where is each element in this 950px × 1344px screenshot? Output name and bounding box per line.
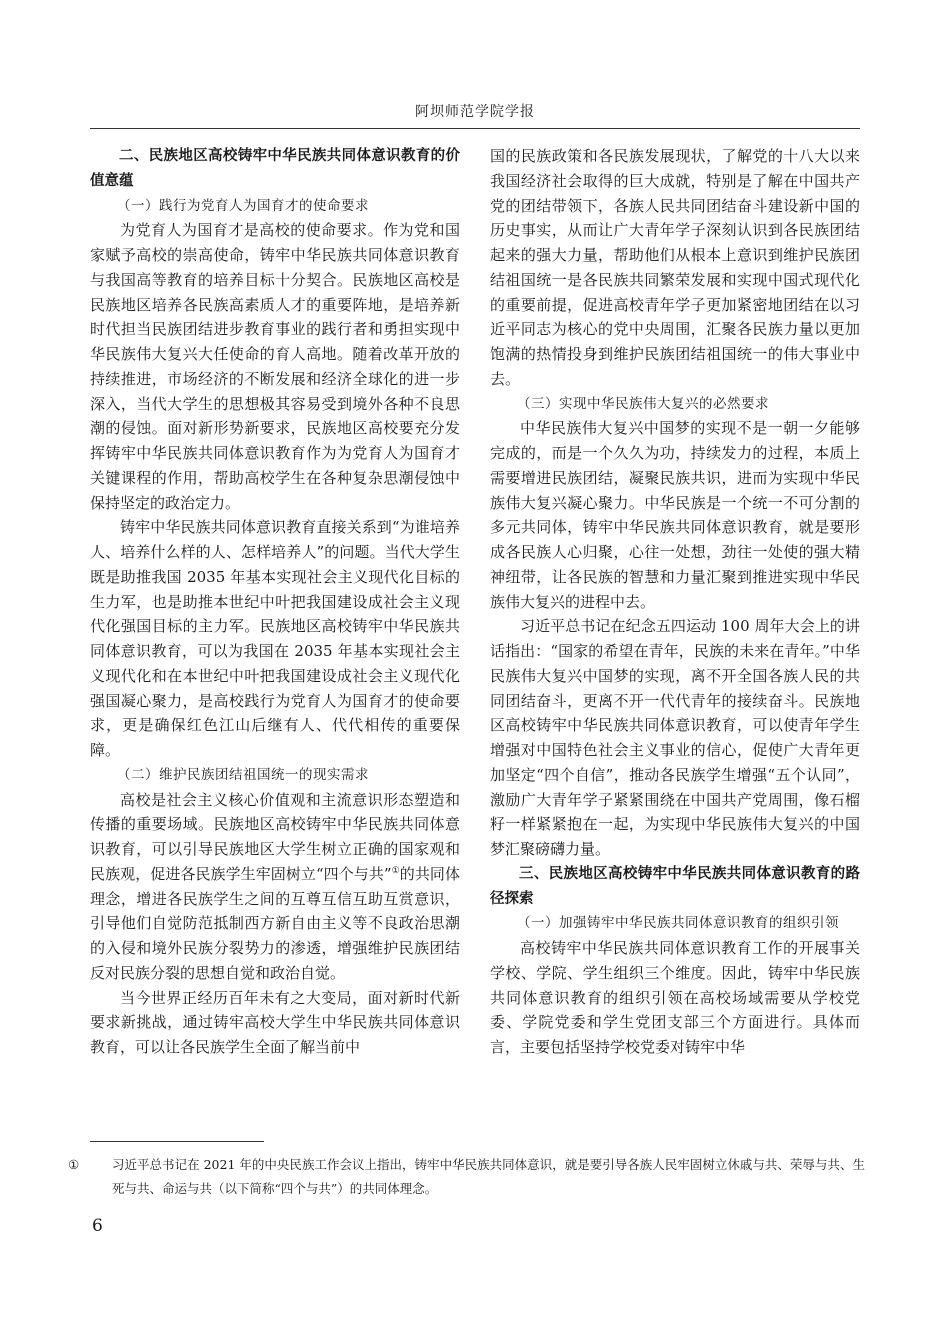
paragraph-7: 高校铸牢中华民族共同体意识教育工作的开展事关学校、学院、学生组织三个维度。因此，铸牢中华民族共同体意识教育的组织引领在高校场域需要从学校党委、学院党委和学生党团支部三个方面进行。具体而言，主要包括坚持学校党委对铸牢中华 [490,939,860,1056]
paragraph-3-part-2: 的共同体理念，增进各民族学生之间的互尊互信互助互赏意识，引导他们自觉防范抵制西方新自由主义等不良政治思潮的入侵和境外民族分裂势力的渗透，增强维护民族团结反对民族分裂的思想自觉和政治自觉。 [90,864,460,982]
footnote-reference[interactable]: ① [391,865,400,876]
paragraph-1: 为党育人为国育才是高校的使命要求。作为党和国家赋予高校的崇高使命，铸牢中华民族共同体意识教育与我国高等教育的培养目标十分契合。民族地区高校是民族地区培养各民族高素质人才的重要阵地，是培养新时代担当民族团结进步教育事业的践行者和勇担实现中华民族伟大复兴大任使命的育人高地。随着改革开放的持续推进，市场经济的不断发展和经济全球化的进一步深入，当代大学生的思想极其容易受到境外各种不良思潮的侵蚀。面对新形势新要求，民族地区高校要充分发挥铸牢中华民族共同体意识教育作为为党育人为国育才关键课程的作用，帮助高校学生在各种复杂思潮侵蚀中保持坚定的政治定力。 [90,221,460,512]
subsection-heading-3-1: （一）加强铸牢中华民族共同体意识教育的组织引领 [517,915,839,932]
paragraph-6: 习近平总书记在纪念五四运动 100 周年大会上的讲话指出：“国家的希望在青年，民族的未来在青年。”中华民族伟大复兴中国梦的实现，离不开全国各族人民的共同团结奋斗，更离不开一代代青年的接续奋斗。民族地区高校铸牢中华民族共同体意识教育，可以使青年学生增强对中国特色社会主义事业的信心，促使广大青年更加坚定“四个自信”，推动各民族学生增强“五个认同”，激励广大青年学子紧紧围绕在中国共产党周围，像石榴籽一样紧紧抱在一起，为实现中华民族伟大复兴的中国梦汇聚磅礴力量。 [490,617,860,858]
page-number: 6 [92,1216,103,1236]
subsection-heading-2-3: （三）实现中华民族伟大复兴的必然要求 [517,395,769,412]
footnote [68,1153,865,1201]
subsection-heading-2-1: （一）践行为党育人为国育才的使命要求 [117,197,369,214]
paragraph-3-part-1: 高校是社会主义核心价值观和主流意识形态塑造和传播的重要场域。民族地区高校铸牢中华民族共同体意识教育，可以引导民族地区大学生树立正确的国家观和民族观，促进各民族学生牢固树立“四个与共” [90,790,460,883]
section-heading-3: 三、民族地区高校铸牢中华民族共同体意识教育的路径探索 [490,865,860,907]
footnote-rule [90,1141,264,1142]
paragraph-4-continued: 国的民族政策和各民族发展现状，了解党的十八大以来我国经济社会取得的巨大成就，特别是了解在中国共产党的团结带领下，各族人民共同团结奋斗建设新中国的历史事实，从而让广大青年学子深刻认识到各民族团结起来的强大力量，帮助他们从根本上意识到维护民族团结祖国统一是各民族共同繁荣发展和实现中国式现代化的重要前提，促进高校青年学子更加紧密地团结在以习近平同志为核心的党中央周围，汇聚各民族力量以更加饱满的热情投身到维护民族团结祖国统一的伟大事业中去。 [490,147,860,388]
left-column [90,144,460,1060]
section-heading-2: 二、民族地区高校铸牢中华民族共同体意识教育的价值意蕴 [90,148,460,189]
journal-title: 阿坝师范学院学报 [415,104,535,120]
paragraph-4: 当今世界正经历百年未有之大变局，面对新时代新要求新挑战，通过铸牢高校大学生中华民族共同体意识教育，可以让各民族学生全面了解当前中 [90,988,460,1056]
footnote-text: 习近平总书记在 2021 年的中央民族工作会议上指出，铸牢中华民族共同体意识，就是要引导各族人民牢固树立休戚与共、荣辱与共、生死与共、命运与共（以下简称“四个与共”）的共同体理念。 [112,1157,865,1196]
header-rule [90,128,860,129]
paragraph-3 [90,788,460,986]
paragraph-5: 中华民族伟大复兴中国梦的实现不是一朝一夕能够完成的，而是一个久久为功，持续发力的过程，本质上需要增进民族团结，凝聚民族共识，进而为实现中华民族伟大复兴凝心聚力。中华民族是一个统一不可分割的多元共同体，铸牢中华民族共同体意识教育，就是要形成各民族人心归聚，心往一处想，劲往一处使的强大精神纽带，让各民族的智慧和力量汇聚到推进实现中华民族伟大复兴的进程中去。 [490,419,860,611]
footnote-mark: ① [68,1157,80,1172]
subsection-heading-2-2: （二）维护民族团结祖国统一的现实需求 [117,766,369,783]
right-column [490,144,860,1060]
paragraph-2: 铸牢中华民族共同体意识教育直接关系到“为谁培养人、培养什么样的人、怎样培养人”的问题。当代大学生既是助推我国 2035 年基本实现社会主义现代化目标的生力军，也是助推本世纪中叶把我国建设成社会主义现代化强国目标的主力军。民族地区高校铸牢中华民族共同体意识教育，可以为我国在 2035 年基本实现社会主义现代化和在本世纪中叶把我国建设成社会主义现代化强国凝心聚力，是高校践行为党育人为国育才的使命要求，更是确保红色江山后继有人、代代相传的重要保障。 [90,518,460,759]
